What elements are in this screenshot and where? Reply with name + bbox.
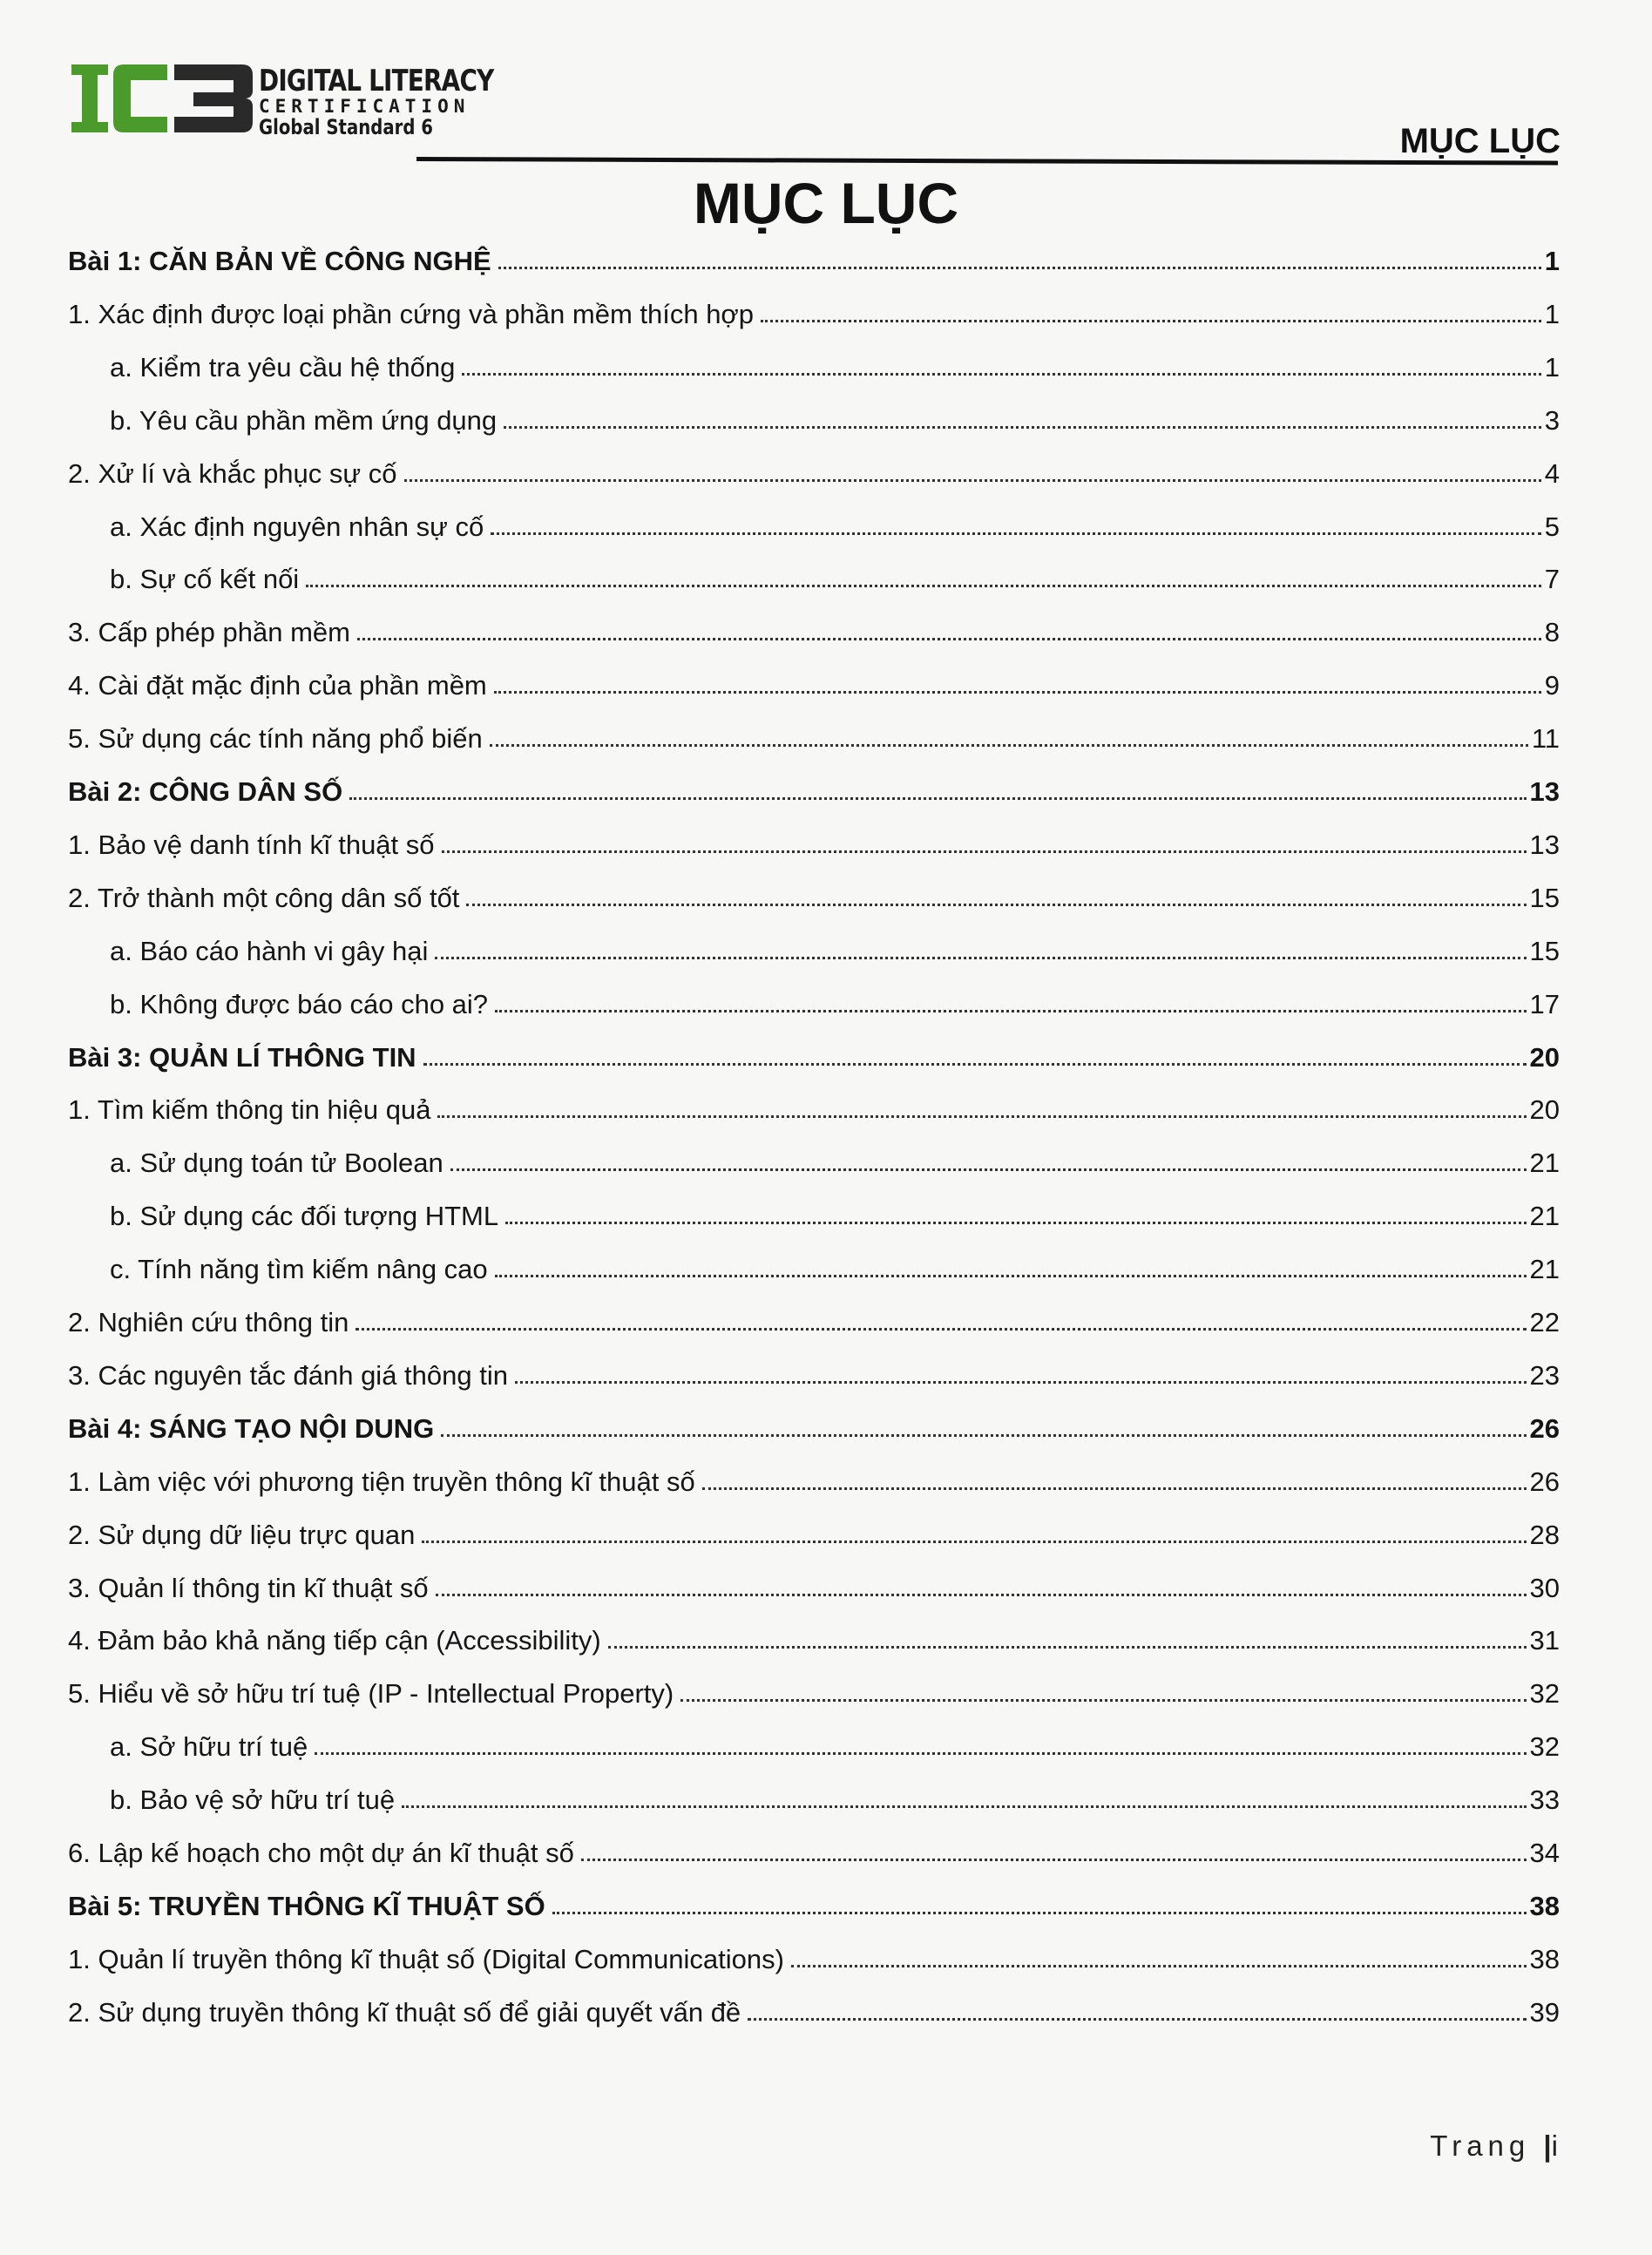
toc-entry-label: 3. Quản lí thông tin kĩ thuật số: [68, 1573, 429, 1603]
toc-page-number: 21: [1529, 1148, 1560, 1178]
toc-page-number: 38: [1529, 1944, 1560, 1974]
toc-dot-leader: [436, 1594, 1527, 1596]
toc-entry-label: 2. Sử dụng dữ liệu trực quan: [68, 1520, 416, 1550]
toc-page-number: 34: [1529, 1838, 1560, 1868]
toc-page-number: 21: [1529, 1201, 1560, 1231]
toc-entry-row: [68, 661, 1560, 701]
toc-entry-row: [68, 874, 1560, 914]
toc-page-number: 32: [1529, 1731, 1560, 1762]
toc-page-number: 20: [1529, 1042, 1560, 1073]
toc-page-number: 9: [1544, 670, 1560, 701]
toc-entry-row: [68, 1829, 1560, 1869]
toc-entry-label: 2. Nghiên cứu thông tin: [68, 1307, 349, 1337]
toc-entry-label: c. Tính năng tìm kiếm nâng cao: [110, 1254, 488, 1284]
toc-chapter-row: [68, 1033, 1560, 1073]
toc-dot-leader: [552, 1912, 1527, 1914]
toc-page-number: 28: [1529, 1520, 1560, 1550]
toc-entry-label: a. Kiểm tra yêu cầu hệ thống: [110, 352, 456, 383]
toc-page-number: 8: [1544, 617, 1560, 647]
toc-dot-leader: [680, 1699, 1526, 1702]
toc-dot-leader: [437, 1115, 1526, 1118]
toc-dot-leader: [495, 1010, 1526, 1012]
toc-entry-label: b. Yêu cầu phần mềm ứng dụng: [110, 405, 498, 436]
toc-page-number: 17: [1529, 989, 1560, 1019]
toc-entry-row: [68, 1298, 1560, 1338]
toc-dot-leader: [791, 1965, 1527, 1967]
toc-entry-label: 6. Lập kế hoạch cho một dự án kĩ thuật số: [68, 1838, 574, 1868]
toc-entry-label: Bài 3: QUẢN LÍ THÔNG TIN: [68, 1042, 416, 1073]
toc-dot-leader: [761, 320, 1541, 322]
toc-dot-leader: [423, 1063, 1527, 1066]
toc-entry-label: 5. Hiểu về sở hữu trí tuệ (IP - Intellectual Property): [68, 1678, 674, 1709]
toc-entry-label: 1. Làm việc với phương tiện truyền thông kĩ thuật số: [68, 1466, 695, 1497]
toc-entry-row: [68, 1564, 1560, 1604]
toc-entry-label: a. Xác định nguyên nhân sự cố: [110, 511, 484, 542]
toc-entry-row: [110, 1776, 1560, 1816]
toc-entry-label: b. Bảo vệ sở hữu trí tuệ: [110, 1784, 396, 1815]
toc-entry-label: a. Báo cáo hành vi gây hại: [110, 936, 429, 966]
toc-entry-label: b. Sự cố kết nối: [110, 564, 300, 594]
page-title: MỤC LỤC: [693, 171, 959, 235]
ic3-logo: [71, 58, 494, 145]
toc-dot-leader: [462, 373, 1540, 376]
toc-page-number: 13: [1529, 830, 1560, 860]
logo-wordmark: [259, 66, 545, 138]
toc-dot-leader: [495, 1275, 1527, 1277]
toc-page-number: 38: [1529, 1891, 1560, 1921]
toc-page-number: 32: [1529, 1678, 1560, 1709]
toc-page-number: 1: [1544, 352, 1560, 383]
toc-entry-label: 1. Tìm kiếm thông tin hiệu quả: [68, 1094, 431, 1125]
toc-page-number: 7: [1544, 564, 1560, 594]
toc-entry-row: [68, 821, 1560, 861]
toc-entry-row: [68, 1086, 1560, 1126]
toc-page-number: 39: [1529, 1997, 1560, 2028]
toc-entry-row: [68, 1988, 1560, 2028]
toc-entry-row: [110, 1192, 1560, 1232]
toc-entry-row: [68, 1616, 1560, 1656]
toc-dot-leader: [581, 1859, 1527, 1861]
toc-entry-label: 2. Xử lí và khắc phục sự cố: [68, 458, 397, 489]
footer-label: Trang: [1430, 2130, 1531, 2162]
toc-entry-row: [110, 503, 1560, 543]
toc-dot-leader: [494, 691, 1541, 694]
logo-line-digital-literacy: DIGITAL LITERACY: [259, 64, 494, 98]
toc-entry-row: [110, 396, 1560, 437]
toc-chapter-row: [68, 237, 1560, 277]
toc-entry-label: Bài 2: CÔNG DÂN SỐ: [68, 776, 343, 807]
toc-entry-row: [68, 1351, 1560, 1392]
toc-page-number: 31: [1529, 1625, 1560, 1656]
toc-entry-label: 2. Sử dụng truyền thông kĩ thuật số để giải quyết vấn đề: [68, 1997, 741, 2028]
toc-entry-label: 4. Đảm bảo khả năng tiếp cận (Accessibility): [68, 1625, 601, 1656]
toc-entry-label: 2. Trở thành một công dân số tốt: [68, 883, 460, 913]
toc-page-number: 30: [1529, 1573, 1560, 1603]
toc-dot-leader: [441, 1434, 1526, 1437]
toc-dot-leader: [349, 797, 1526, 800]
toc-entry-label: b. Không được báo cáo cho ai?: [110, 989, 489, 1019]
toc-entry-label: Bài 4: SÁNG TẠO NỘI DUNG: [68, 1413, 435, 1444]
toc-entry-label: a. Sở hữu trí tuệ: [110, 1731, 308, 1762]
toc-entry-row: [110, 1723, 1560, 1763]
toc-dot-leader: [608, 1646, 1527, 1649]
toc-page-number: 11: [1531, 723, 1560, 754]
toc-page-number: 4: [1544, 458, 1560, 489]
toc-entry-row: [68, 1511, 1560, 1551]
toc-dot-leader: [404, 479, 1541, 482]
toc-entry-row: [110, 927, 1560, 967]
toc-dot-leader: [422, 1541, 1526, 1543]
toc-entry-row: [110, 555, 1560, 595]
footer-page-number: i: [1551, 2130, 1563, 2162]
toc-entry-row: [68, 1935, 1560, 1975]
toc-entry-row: [110, 980, 1560, 1020]
toc-dot-leader: [490, 744, 1528, 747]
toc-page-number: 13: [1529, 776, 1560, 807]
toc-chapter-row: [68, 768, 1560, 808]
toc-dot-leader: [498, 267, 1541, 269]
running-header-title: MỤC LỤC: [1399, 122, 1561, 160]
toc-entry-label: 1. Bảo vệ danh tính kĩ thuật số: [68, 830, 435, 860]
toc-entry-label: 3. Các nguyên tắc đánh giá thông tin: [68, 1360, 508, 1391]
ic3-logo-mark: [71, 58, 254, 145]
toc-page-number: 1: [1544, 246, 1560, 276]
logo-line-certification: CERTIFICATION: [259, 96, 471, 117]
toc-dot-leader: [450, 1168, 1527, 1171]
toc-dot-leader: [702, 1487, 1527, 1490]
toc-page-number: 21: [1529, 1254, 1560, 1284]
toc-entry-label: 1. Quản lí truyền thông kĩ thuật số (Digital Communications): [68, 1944, 784, 1974]
toc-chapter-row: [68, 1405, 1560, 1445]
toc-entry-row: [68, 608, 1560, 648]
toc-dot-leader: [504, 426, 1541, 429]
toc-entry-row: [68, 714, 1560, 755]
toc-page-number: 3: [1544, 405, 1560, 436]
toc-dot-leader: [442, 850, 1527, 853]
toc-entry-row: [110, 1139, 1560, 1179]
toc-entry-label: 4. Cài đặt mặc định của phần mềm: [68, 670, 487, 701]
toc-page-number: 26: [1529, 1413, 1560, 1444]
toc-entry-row: [68, 1669, 1560, 1710]
toc-dot-leader: [466, 904, 1526, 906]
toc-page-number: 26: [1529, 1466, 1560, 1497]
toc-dot-leader: [505, 1222, 1526, 1224]
toc-entry-label: 3. Cấp phép phần mềm: [68, 617, 350, 647]
toc-chapter-row: [68, 1882, 1560, 1922]
toc-page-number: 20: [1529, 1094, 1560, 1125]
footer-separator: |: [1543, 2130, 1552, 2162]
toc-entry-label: b. Sử dụng các đối tượng HTML: [110, 1201, 499, 1231]
toc-dot-leader: [491, 532, 1541, 535]
toc-dot-leader: [306, 585, 1541, 587]
toc-page-number: 5: [1544, 511, 1560, 542]
toc-entry-label: Bài 1: CĂN BẢN VỀ CÔNG NGHỆ: [68, 246, 491, 276]
toc-entry-row: [110, 343, 1560, 383]
toc-dot-leader: [355, 1328, 1526, 1331]
toc-entry-label: Bài 5: TRUYỀN THÔNG KĨ THUẬT SỐ: [68, 1891, 545, 1921]
toc-dot-leader: [402, 1805, 1526, 1808]
toc-page-number: 22: [1529, 1307, 1560, 1337]
logo-line-global-standard: Global Standard 6: [259, 115, 433, 139]
page-footer: [1430, 2130, 1563, 2163]
toc-page-number: 15: [1529, 883, 1560, 913]
toc-dot-leader: [748, 2018, 1526, 2021]
header-rule: [416, 157, 1558, 166]
toc-page-number: 1: [1544, 299, 1560, 329]
toc-dot-leader: [315, 1752, 1526, 1755]
toc-entry-label: a. Sử dụng toán tử Boolean: [110, 1148, 443, 1178]
toc-page-number: 23: [1529, 1360, 1560, 1391]
toc-page-number: 15: [1529, 936, 1560, 966]
toc-entry-row: [68, 450, 1560, 490]
toc-entry-label: 5. Sử dụng các tính năng phổ biến: [68, 723, 483, 754]
toc-entry-row: [68, 290, 1560, 330]
toc-dot-leader: [515, 1381, 1527, 1384]
toc-entry-row: [68, 1458, 1560, 1498]
toc-dot-leader: [435, 957, 1526, 959]
toc-entry-row: [110, 1245, 1560, 1285]
toc-dot-leader: [357, 638, 1541, 640]
toc-entry-label: 1. Xác định được loại phần cứng và phần mềm thích hợp: [68, 299, 755, 329]
toc-page-number: 33: [1529, 1784, 1560, 1815]
